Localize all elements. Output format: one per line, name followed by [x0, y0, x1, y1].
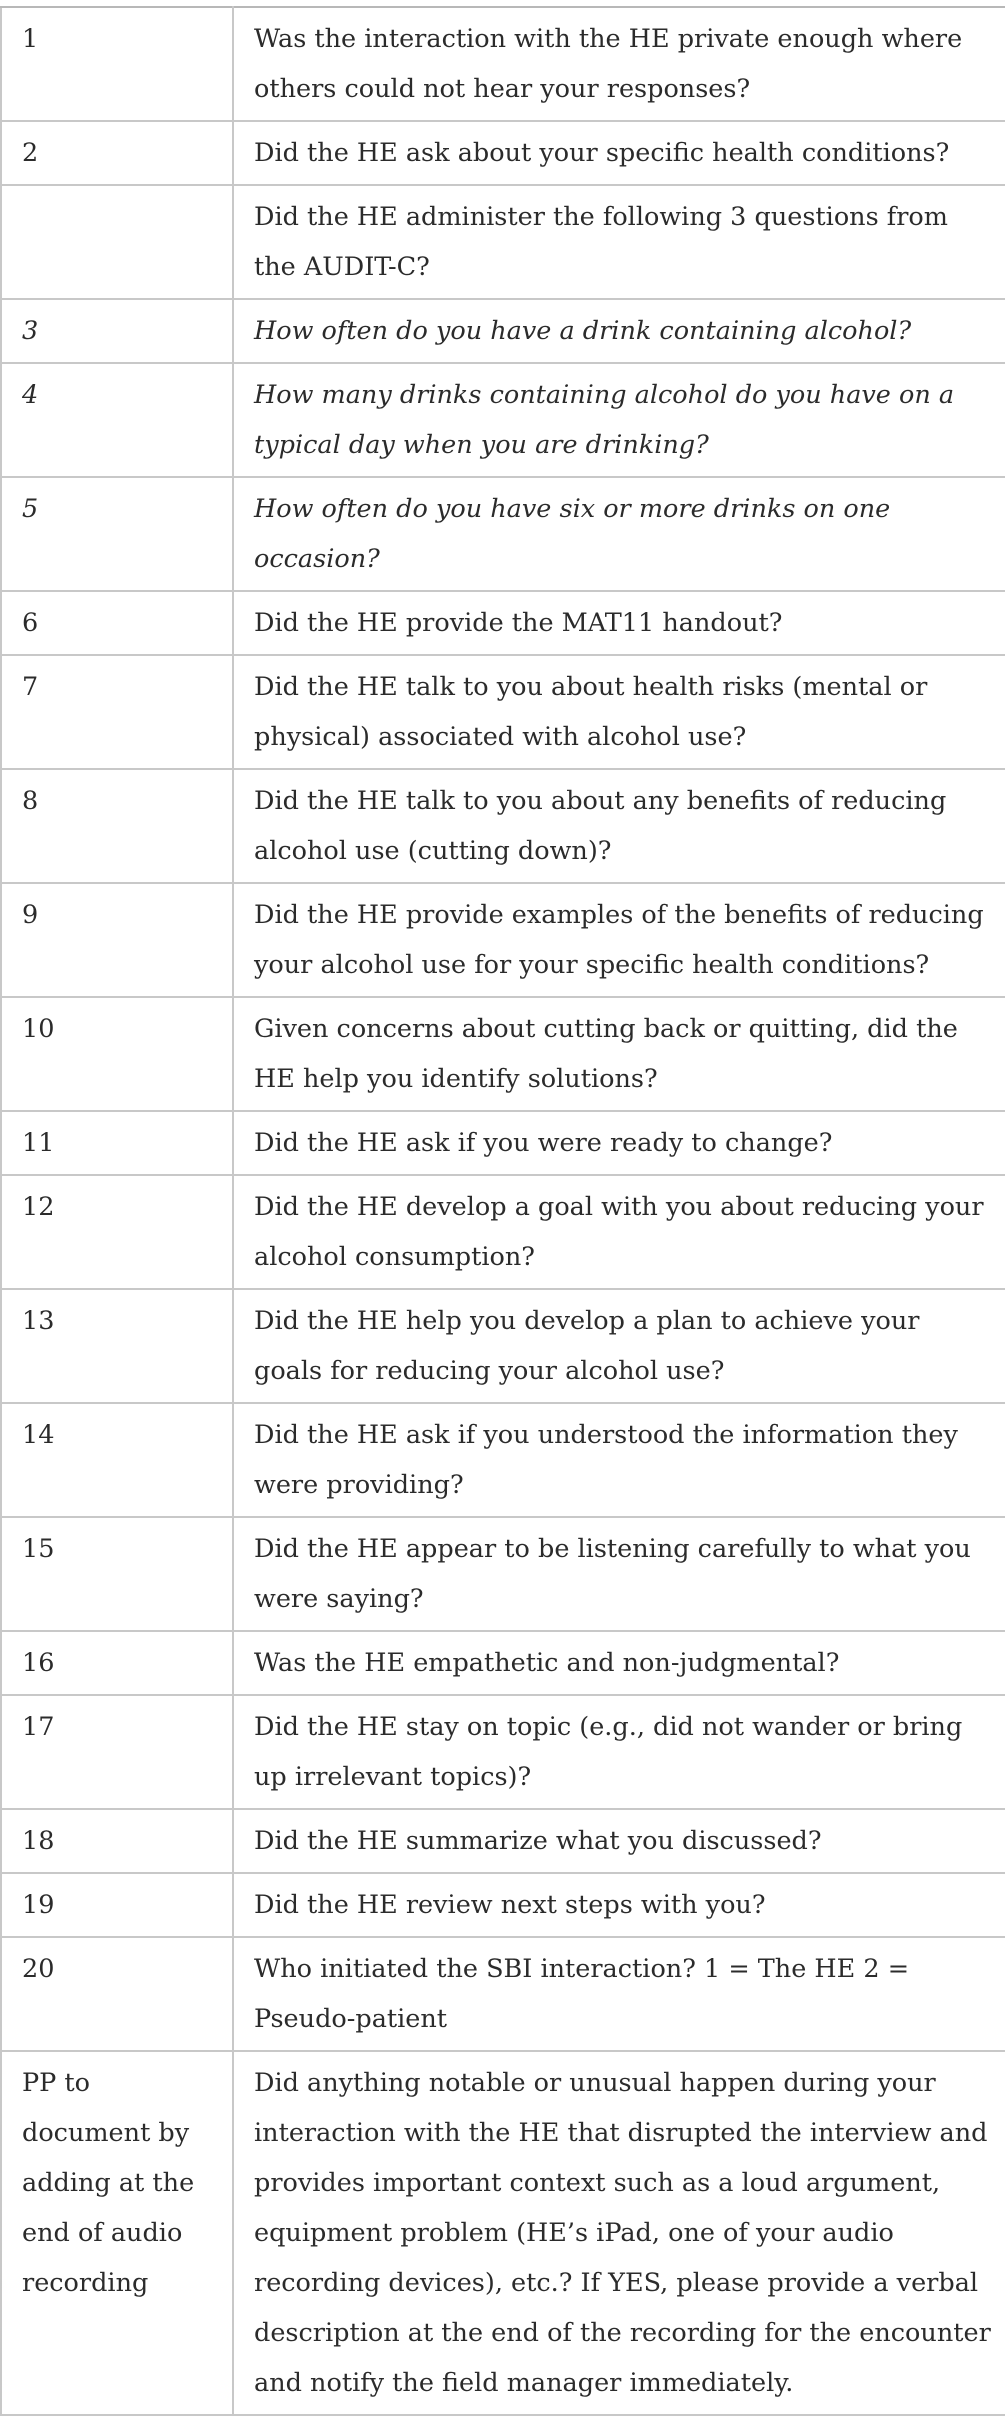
- row-number: 10: [1, 997, 233, 1111]
- row-number: 4: [1, 363, 233, 477]
- row-question: Did the HE summarize what you discussed?: [233, 1809, 1005, 1873]
- table-row: [1, 363, 1005, 477]
- row-question: Did the HE ask about your specific health conditions?: [233, 121, 1005, 185]
- row-number: 14: [1, 1403, 233, 1517]
- row-number: 7: [1, 655, 233, 769]
- table-row: [1, 1111, 1005, 1175]
- row-question: Did the HE stay on topic (e.g., did not wander or bring up irrelevant topics)?: [233, 1695, 1005, 1809]
- row-number: 8: [1, 769, 233, 883]
- row-question: Did the HE provide examples of the benefits of reducing your alcohol use for your specific health conditions?: [233, 883, 1005, 997]
- row-number: 5: [1, 477, 233, 591]
- row-question: Did the HE appear to be listening carefully to what you were saying?: [233, 1517, 1005, 1631]
- row-question: Did the HE develop a goal with you about reducing your alcohol consumption?: [233, 1175, 1005, 1289]
- table-row: [1, 1403, 1005, 1517]
- row-question: Did the HE review next steps with you?: [233, 1873, 1005, 1937]
- row-number: 2: [1, 121, 233, 185]
- table-row: [1, 1631, 1005, 1695]
- table-row: [1, 997, 1005, 1111]
- row-question: Did the HE ask if you were ready to change?: [233, 1111, 1005, 1175]
- row-number: 11: [1, 1111, 233, 1175]
- row-number: 19: [1, 1873, 233, 1937]
- row-question: Was the interaction with the HE private enough where others could not hear your responses?: [233, 7, 1005, 121]
- row-question: Did the HE talk to you about any benefits of reducing alcohol use (cutting down)?: [233, 769, 1005, 883]
- table-row: [1, 2051, 1005, 2415]
- row-question: How often do you have a drink containing alcohol?: [233, 299, 1005, 363]
- row-number: PP to document by adding at the end of audio recording: [1, 2051, 233, 2415]
- row-question: Was the HE empathetic and non-judgmental?: [233, 1631, 1005, 1695]
- table-row: [1, 1873, 1005, 1937]
- row-question: Who initiated the SBI interaction? 1 = The HE 2 = Pseudo-patient: [233, 1937, 1005, 2051]
- table-row: [1, 1289, 1005, 1403]
- row-question: Did the HE talk to you about health risks (mental or physical) associated with alcohol use?: [233, 655, 1005, 769]
- row-question: Given concerns about cutting back or quitting, did the HE help you identify solutions?: [233, 997, 1005, 1111]
- row-number: 16: [1, 1631, 233, 1695]
- row-question: Did the HE help you develop a plan to achieve your goals for reducing your alcohol use?: [233, 1289, 1005, 1403]
- row-question: How many drinks containing alcohol do you have on a typical day when you are drinking?: [233, 363, 1005, 477]
- row-number: 12: [1, 1175, 233, 1289]
- row-question: Did the HE administer the following 3 questions from the AUDIT-C?: [233, 185, 1005, 299]
- table-row: [1, 1809, 1005, 1873]
- row-number: 9: [1, 883, 233, 997]
- table-row: [1, 591, 1005, 655]
- row-number: 1: [1, 7, 233, 121]
- checklist-table: [0, 6, 1005, 2416]
- row-number: [1, 185, 233, 299]
- row-number: 17: [1, 1695, 233, 1809]
- table-row: [1, 883, 1005, 997]
- row-number: 13: [1, 1289, 233, 1403]
- row-number: 3: [1, 299, 233, 363]
- row-number: 20: [1, 1937, 233, 2051]
- table-row: [1, 1937, 1005, 2051]
- checklist-body: [1, 7, 1005, 2415]
- table-row: [1, 185, 1005, 299]
- row-question: Did anything notable or unusual happen during your interaction with the HE that disrupted the interview and provides important context such as a loud argument, equipment problem (HE’s iPad, one of your audio recording devices), etc.? If YES, please provide a verbal description at the end of the recording for the encounter and notify the field manager immediately.: [233, 2051, 1005, 2415]
- row-question: Did the HE ask if you understood the information they were providing?: [233, 1403, 1005, 1517]
- table-row: [1, 655, 1005, 769]
- table-row: [1, 1695, 1005, 1809]
- row-question: Did the HE provide the MAT11 handout?: [233, 591, 1005, 655]
- table-row: [1, 477, 1005, 591]
- table-row: [1, 7, 1005, 121]
- row-number: 6: [1, 591, 233, 655]
- table-row: [1, 769, 1005, 883]
- table-row: [1, 121, 1005, 185]
- row-number: 18: [1, 1809, 233, 1873]
- table-row: [1, 1175, 1005, 1289]
- row-question: How often do you have six or more drinks on one occasion?: [233, 477, 1005, 591]
- table-row: [1, 1517, 1005, 1631]
- row-number: 15: [1, 1517, 233, 1631]
- table-row: [1, 299, 1005, 363]
